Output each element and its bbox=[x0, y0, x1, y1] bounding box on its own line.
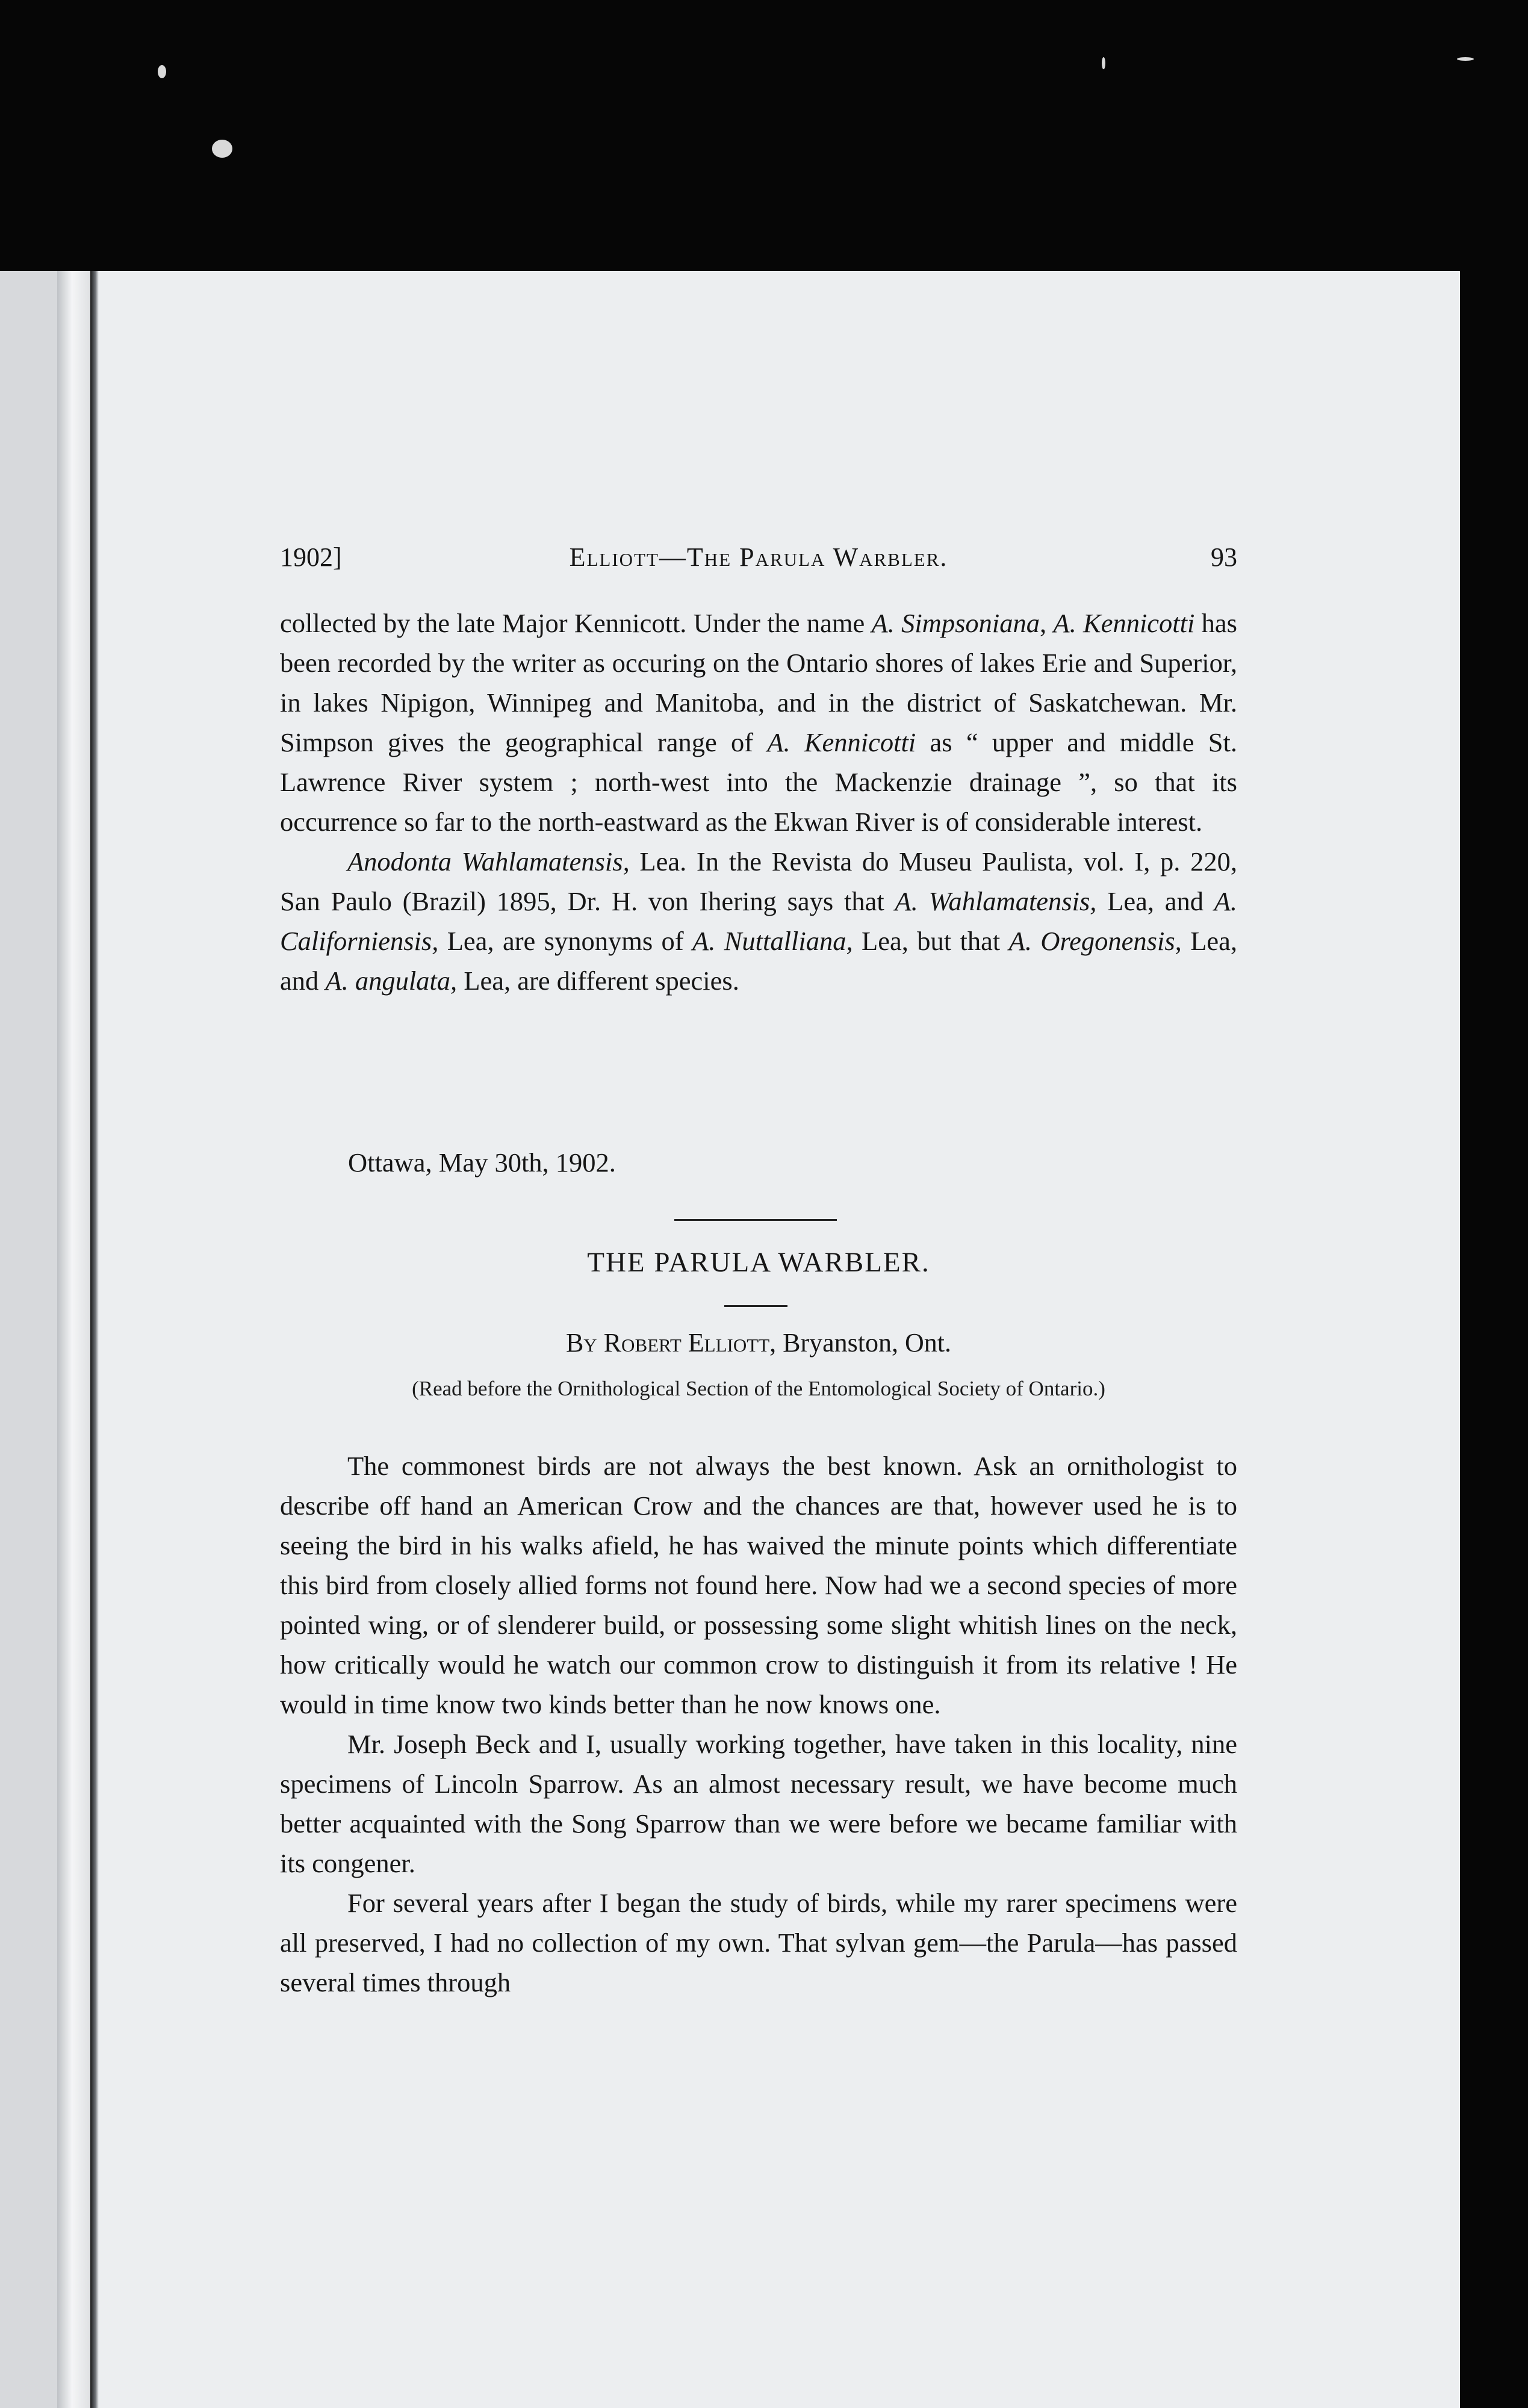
dust-speck bbox=[1102, 57, 1105, 69]
species-name: Anodonta Wahlamatensis, bbox=[347, 846, 630, 877]
text-run: has been recorded by the writer as occuring on the Ontario shores of lakes Erie and Superior, in lakes Nipigon, Winnipeg and Manitoba, and in the district of Saskatchewan. Mr. Simpson gives the geographical range of bbox=[280, 608, 1238, 757]
running-title: Elliott—The Parula Warbler. bbox=[569, 542, 948, 572]
previous-article-paragraph-2 bbox=[280, 842, 1237, 1001]
reading-note: (Read before the Ornithological Section of the Entomological Society of Ontario.) bbox=[412, 1377, 1105, 1400]
text-run: Lea, are different species. bbox=[457, 966, 739, 996]
species-name: A. Simpsoniana bbox=[871, 608, 1040, 638]
dust-speck bbox=[1457, 57, 1474, 61]
article-paragraph-1: The commonest birds are not always the best known. Ask an ornithologist to describe off hand an American Crow and the chances are that, however used he is to seeing the bird in his walks afield, he has waived the minute points which differentiate this bird from closely allied forms not found here. Now had we a second species of more pointed wing, or of slenderer build, or possessing some slight whitish lines on the neck, how critically would he watch our common crow to distinguish it from its relative ! He would in time know two kinds better than he now knows one. bbox=[280, 1451, 1237, 1719]
species-name: A. Oregonensis, bbox=[1008, 926, 1182, 956]
article-body bbox=[280, 1446, 1237, 2002]
article-paragraph-3: For several years after I began the study of birds, while my rarer specimens were all preserved, I had no collection of my own. That sylvan gem—the Parula—has passed several times through bbox=[280, 1888, 1237, 1997]
species-name: A. Kennicotti bbox=[1053, 608, 1195, 638]
dust-speck bbox=[158, 65, 166, 78]
running-header bbox=[280, 542, 1237, 578]
species-name: A. angulata, bbox=[325, 966, 458, 996]
text-run: Lea. In the Revista do Museu Paulista, vol. I, p. 220, San Paulo (Brazil) 1895, Dr. H. von Ihering says that bbox=[280, 846, 1237, 916]
text-run: collected by the late Major Kennicott. Under the name bbox=[280, 608, 872, 638]
text-run: Lea, and bbox=[1096, 886, 1214, 916]
article-paragraph-2: Mr. Joseph Beck and I, usually working together, have taken in this locality, nine specimens of Lincoln Sparrow. As an almost necessary result, we have become much better acquainted with the Song Sparrow than we were before we became familiar with its congener. bbox=[280, 1729, 1237, 1878]
text-run: Lea, are synonyms of bbox=[438, 926, 693, 956]
author-place: Bryanston, Ont. bbox=[783, 1328, 952, 1358]
section-divider bbox=[674, 1219, 837, 1221]
title-divider bbox=[724, 1305, 787, 1307]
text-run: Lea, and bbox=[280, 926, 1238, 996]
species-name: A. Californiensis, bbox=[280, 886, 1238, 956]
signature-dateline: Ottawa, May 30th, 1902. bbox=[348, 1147, 616, 1178]
previous-article-body bbox=[280, 603, 1237, 1001]
page-fold bbox=[57, 271, 90, 2408]
byline-prefix: By bbox=[565, 1328, 597, 1358]
text-run: , bbox=[1040, 608, 1054, 638]
page-number: 93 bbox=[1211, 542, 1237, 572]
article-title: THE PARULA WARBLER. bbox=[587, 1247, 930, 1278]
species-name: A. Kennicotti bbox=[767, 727, 916, 757]
byline bbox=[280, 1327, 1237, 1358]
text-run: as “ upper and middle St. Lawrence River system ; north-west into the Mackenzie drainage ”, so that its occurrence so far to the north-eastward as the Ekwan River is of considerable interest. bbox=[280, 727, 1237, 837]
header-year: 1902] bbox=[280, 542, 342, 572]
previous-article-paragraph-1 bbox=[280, 603, 1237, 842]
author-name: Robert Elliott, bbox=[603, 1328, 777, 1358]
species-name: A. Nuttalliana, bbox=[692, 926, 853, 956]
species-name: A. Wahlamatensis, bbox=[895, 886, 1097, 916]
gutter-shadow bbox=[90, 271, 99, 2408]
text-run: Lea, but that bbox=[853, 926, 1009, 956]
dust-speck bbox=[212, 140, 232, 158]
